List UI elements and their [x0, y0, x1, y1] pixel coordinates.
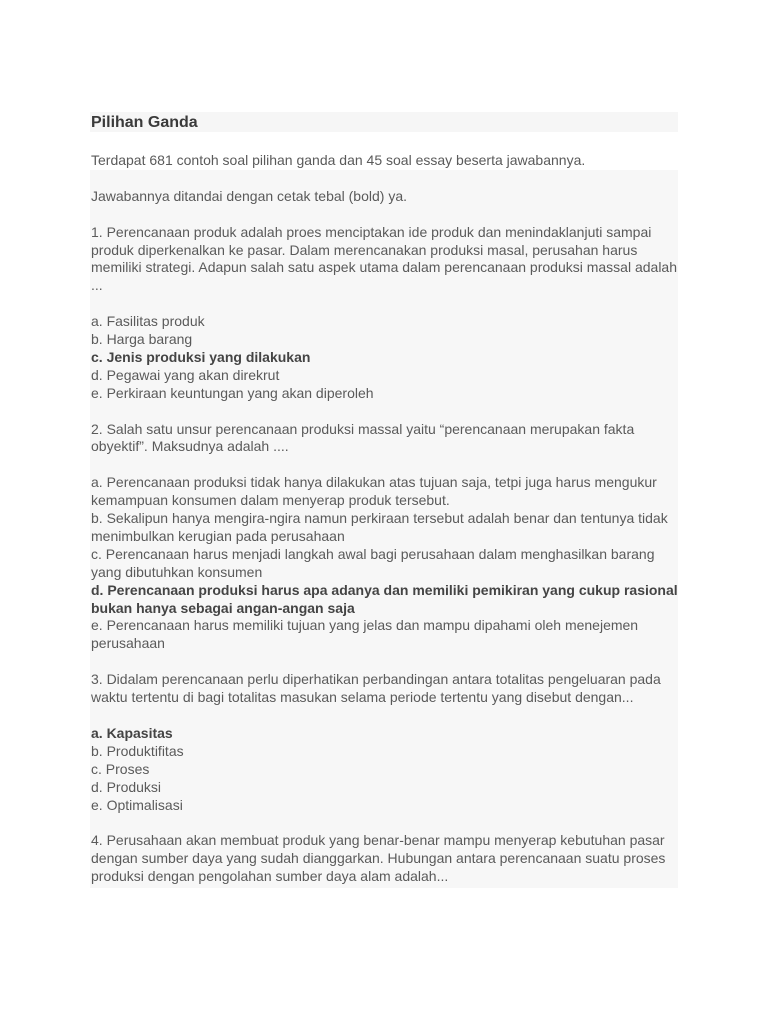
answer-option: b. Harga barang — [91, 331, 193, 348]
document — [90, 112, 678, 888]
correct-answer-option: a. Kapasitas — [91, 724, 173, 741]
answer-option: e. Perkiraan keuntungan yang akan diperoleh — [91, 384, 374, 401]
intro-paragraph: Jawabannya ditandai dengan cetak tebal (bold) ya. — [91, 187, 407, 204]
answer-option: d. Produksi — [91, 778, 162, 795]
section-heading: Pilihan Ganda — [90, 112, 678, 132]
document-body — [90, 152, 678, 888]
answer-option: a. Fasilitas produk — [91, 313, 205, 330]
intro-paragraph: Terdapat 681 contoh soal pilihan ganda dan 45 soal essay beserta jawabannya. — [90, 152, 678, 170]
question-text: 1. Perencanaan produk adalah proes menciptakan ide produk dan menindaklanjuti sampai produk diperkenalkan ke pasar. Dalam merencanakan produksi masal, perusahan harus memiliki strategi. Adapun salah satu aspek utama dalam perencanaan produksi massal adalah ... — [91, 223, 678, 294]
correct-answer-option: c. Jenis produksi yang dilakukan — [91, 348, 311, 365]
question-text: 2. Salah satu unsur perencanaan produksi massal yaitu “perencanaan merupakan fakta obyektif”. Maksudnya adalah .... — [91, 420, 635, 455]
question-text: 3. Didalam perencanaan perlu diperhatikan perbandingan antara totalitas pengeluaran pada waktu tertentu di bagi totalitas masukan selama periode tertentu yang disebut dengan... — [91, 671, 661, 706]
answer-option: b. Sekalipun hanya mengira-ngira namun perkiraan tersebut adalah benar dan tentunya tidak menimbulkan kerugian pada perusahaan — [91, 510, 668, 544]
correct-answer-option: d. Perencanaan produksi harus apa adanya dan memiliki pemikiran yang cukup rasional bukan hanya sebagai angan-angan saja — [91, 581, 678, 616]
answer-option: a. Perencanaan produksi tidak hanya dilakukan atas tujuan saja, tetpi juga harus mengukur kemampuan konsumen dalam menyerap produk tersebut. — [91, 474, 657, 509]
question-text: 4. Perusahaan akan membuat produk yang benar-benar mampu menyerap kebutuhan pasar dengan sumber daya yang sudah dianggarkan. Hubungan antara perencanaan suatu proses produksi dengan pengolahan sumber daya alam adalah... — [91, 832, 666, 885]
answer-option: c. Proses — [91, 760, 150, 777]
answer-option: b. Produktifitas — [91, 742, 184, 759]
answer-option: c. Perencanaan harus menjadi langkah awal bagi perusahaan dalam menghasilkan barang yang dibutuhkan konsumen — [91, 545, 655, 580]
answer-option: e. Perencanaan harus memiliki tujuan yang jelas dan mampu dipahami oleh menejemen perusahaan — [91, 617, 639, 652]
answer-option: e. Optimalisasi — [91, 796, 183, 813]
answer-option: d. Pegawai yang akan direkrut — [91, 366, 280, 383]
